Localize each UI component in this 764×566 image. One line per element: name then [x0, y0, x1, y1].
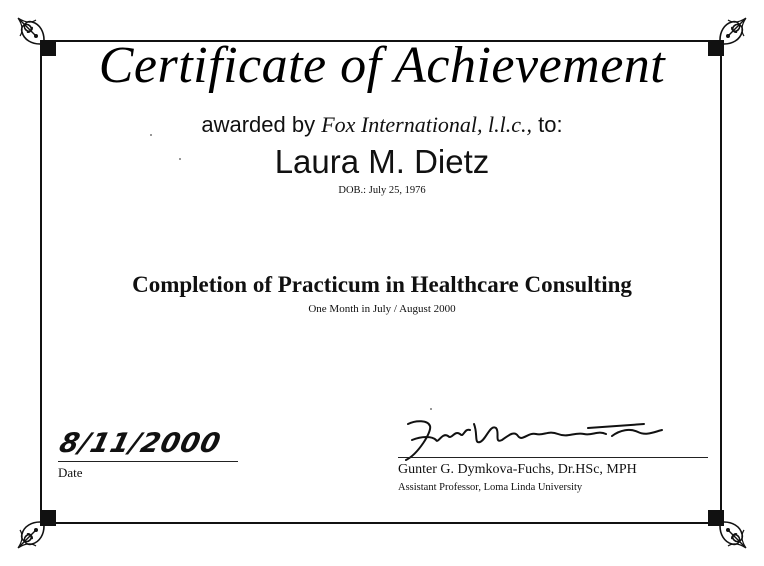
corner-ornament-bottom-left	[14, 496, 70, 552]
awarded-suffix: to:	[532, 112, 563, 137]
awarded-by-line	[0, 111, 764, 139]
corner-ornament-bottom-right	[694, 496, 750, 552]
signature-underline	[398, 457, 708, 458]
scan-speck	[179, 158, 181, 160]
date-label: Date	[58, 465, 83, 480]
signer-title: Assistant Professor, Loma Linda University	[398, 482, 583, 493]
recipient-name: Laura M. Dietz	[274, 143, 490, 180]
program-title: Completion of Practicum in Healthcare Consulting	[132, 272, 632, 297]
date-underline	[58, 461, 238, 462]
scan-speck	[150, 134, 152, 136]
recipient-dob: DOB.: July 25, 1976	[338, 185, 426, 196]
signature	[398, 410, 668, 464]
awarding-organization: Fox International, l.l.c.,	[321, 112, 533, 137]
signature-scribble	[398, 410, 668, 464]
signer-name: Gunter G. Dymkova-Fuchs, Dr.HSc, MPH	[398, 462, 637, 477]
program-duration: One Month in July / August 2000	[308, 303, 456, 315]
fleur-de-lis-icon	[14, 496, 70, 552]
certificate-title: Certificate of Achievement	[98, 37, 666, 94]
handwritten-date: 8/11/2000	[56, 428, 225, 459]
scan-speck	[430, 408, 432, 410]
fleur-de-lis-icon	[694, 496, 750, 552]
awarded-prefix: awarded by	[201, 112, 322, 137]
